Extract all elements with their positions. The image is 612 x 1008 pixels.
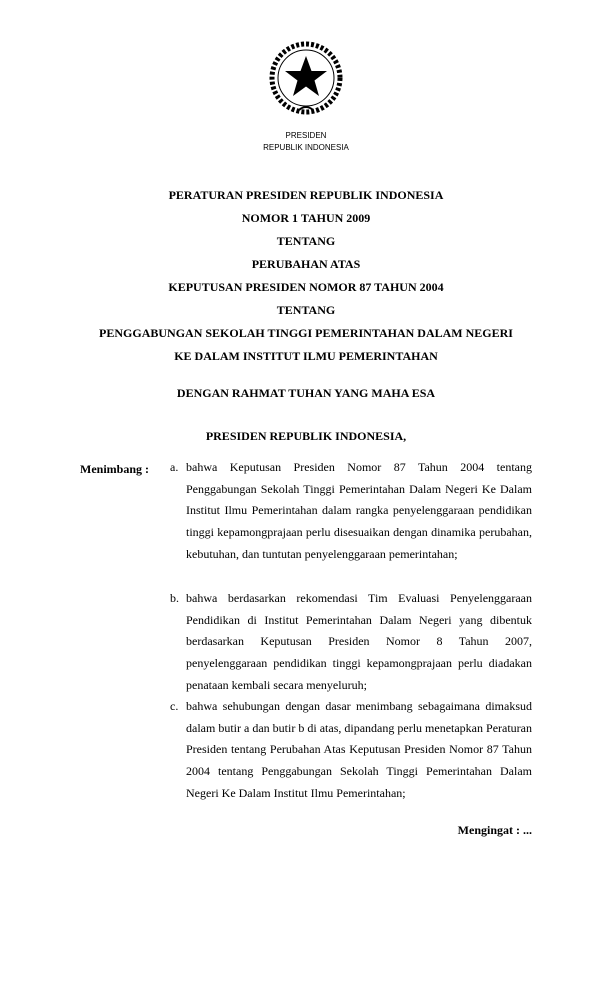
title-line: KE DALAM INSTITUT ILMU PEMERINTAHAN [174,349,438,363]
issuer: PRESIDEN REPUBLIK INDONESIA, [205,429,407,443]
title-line: TENTANG [276,303,336,317]
presidential-seal-emblem [266,38,346,118]
title-line: PERUBAHAN ATAS [251,257,361,271]
continuation-marker: Mengingat : ... [457,823,532,837]
caption-presiden: PRESIDEN [285,131,327,140]
regulation-title [0,184,612,368]
item-letter: a. [170,460,179,474]
considering-item [170,696,532,805]
considering-item [170,457,532,566]
title-line: NOMOR 1 TAHUN 2009 [241,211,371,225]
title-line: PERATURAN PRESIDEN REPUBLIK INDONESIA [168,188,444,202]
title-line: PENGGABUNGAN SEKOLAH TINGGI PEMERINTAHAN DALAM NEGERI [99,326,513,340]
preamble: DENGAN RAHMAT TUHAN YANG MAHA ESA [176,386,436,400]
item-letter: c. [170,699,179,713]
title-line: KEPUTUSAN PRESIDEN NOMOR 87 TAHUN 2004 [168,280,444,294]
item-letter: b. [170,591,179,605]
considering-item [170,588,532,697]
item-text: bahwa Keputusan Presiden Nomor 87 Tahun 2004 tentang Penggabungan Sekolah Tinggi Pemerintahan Dalam Negeri Ke Dalam Institut Ilmu Pemerintahan dalam rangka penyelenggaraan pendidikan tinggi kepamongprajaan perlu disesuaikan dengan dinamika perubahan, kebutuhan, dan tuntutan penyelenggaraan pemerintahan; [186,460,532,561]
caption-republik: REPUBLIK INDONESIA [263,143,349,152]
title-line: TENTANG [276,234,336,248]
item-text: bahwa sehubungan dengan dasar menimbang sebagaimana dimaksud dalam butir a dan butir b di atas, dipandang perlu menetapkan Peraturan Presiden tentang Perubahan Atas Keputusan Presiden Nomor 87 Tahun 2004 tentang Penggabungan Sekolah Tinggi Pemerintahan Dalam Negeri Ke Dalam Institut Ilmu Pemerintahan; [186,699,532,800]
item-text: bahwa berdasarkan rekomendasi Tim Evaluasi Penyelenggaraan Pendidikan di Institut Pemerintahan Dalam Negeri yang dibentuk berdasarkan Keputusan Presiden Nomor 8 Tahun 2007, penyelenggaraan pendidikan tinggi kepamongprajaan perlu diadakan penataan kembali secara menyeluruh; [186,591,532,692]
considering-label: Menimbang : [80,462,149,476]
